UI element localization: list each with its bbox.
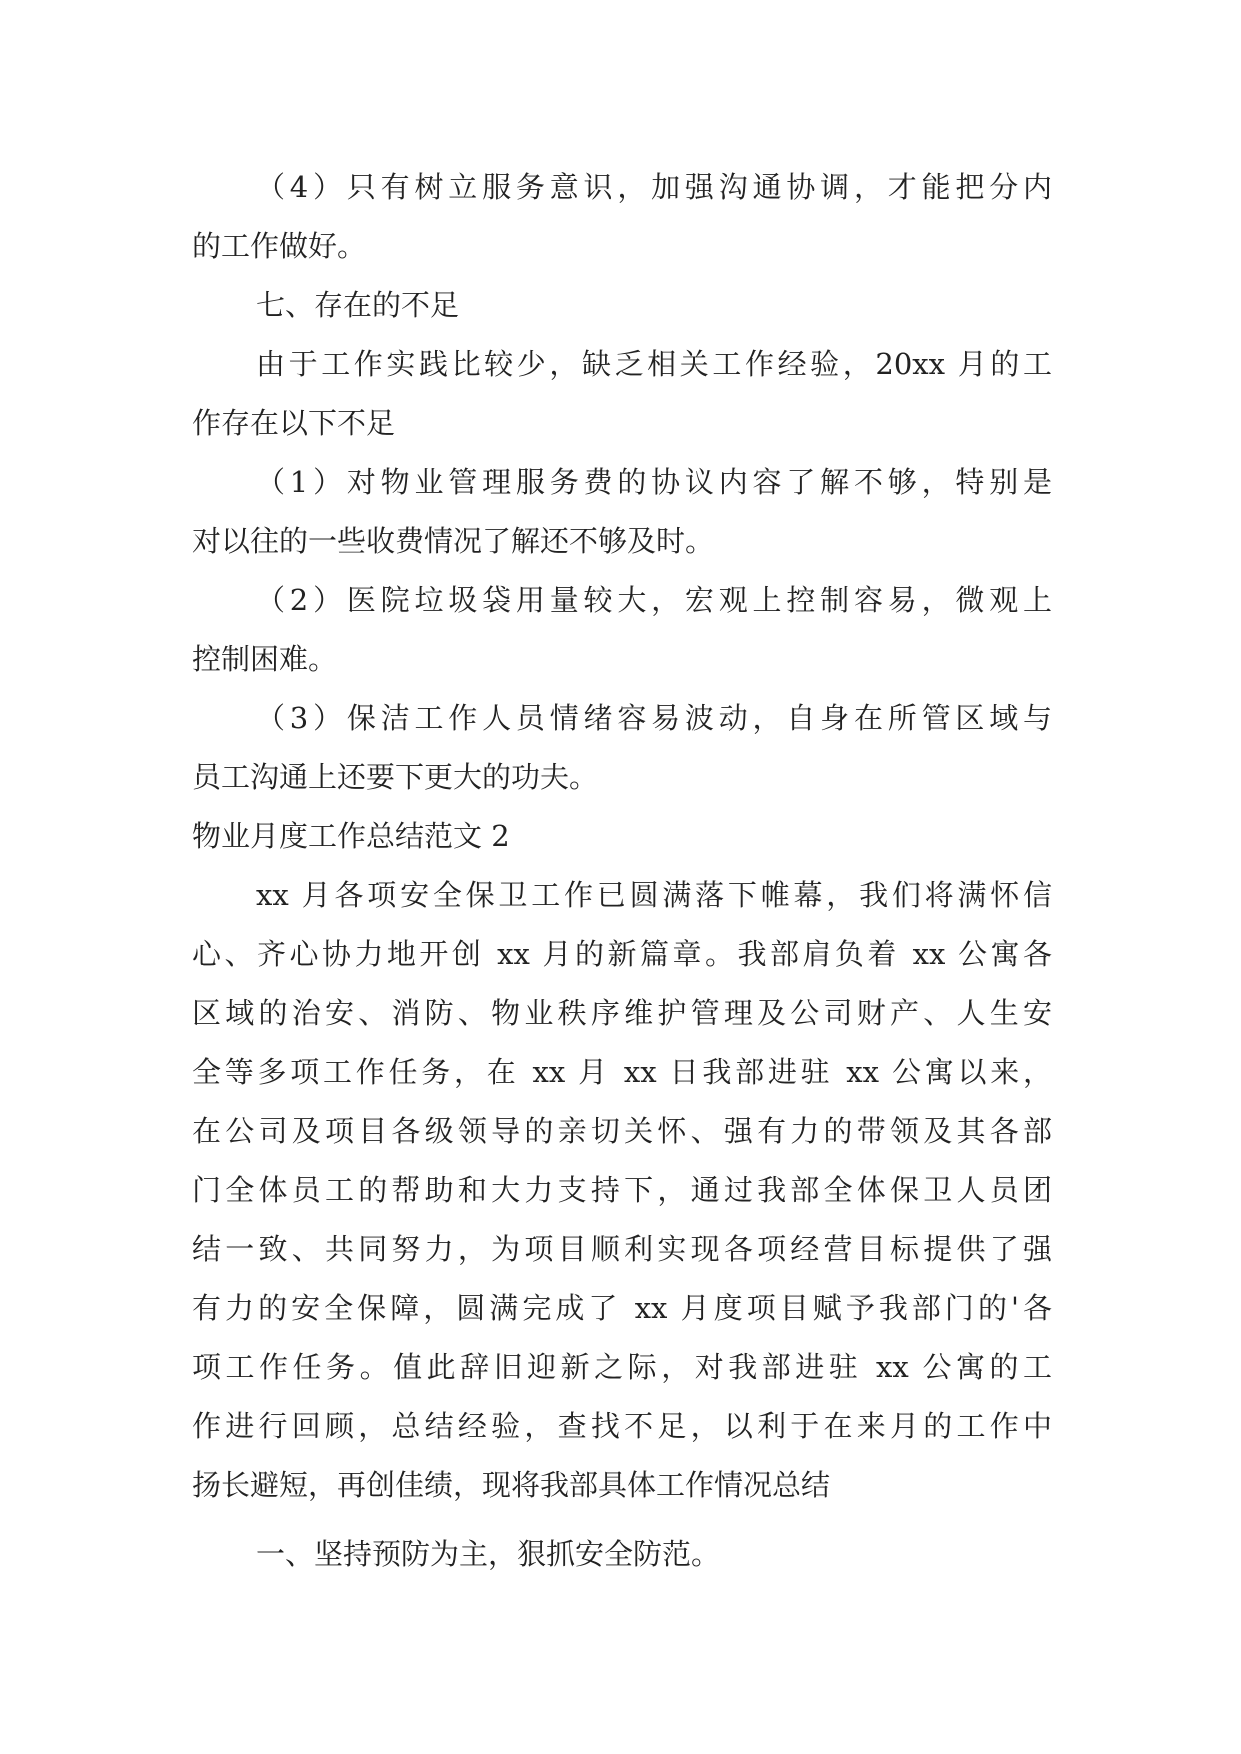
paragraph-line: 结一致、共同努力，为项目顺利实现各项经营目标提供了强 xyxy=(192,1232,1052,1266)
paragraph-line: 控制困难。 xyxy=(192,642,338,676)
section-heading: 七、存在的不足 xyxy=(256,288,460,322)
paragraph-line: 对以往的一些收费情况了解还不够及时。 xyxy=(192,524,715,558)
paragraph-line: 项工作任务。值此辞旧迎新之际，对我部进驻 xx 公寓的工 xyxy=(192,1350,1052,1384)
paragraph-line: 在公司及项目各级领导的亲切关怀、强有力的带领及其各部 xyxy=(192,1114,1052,1148)
paragraph-line: （1）对物业管理服务费的协议内容了解不够，特别是 xyxy=(256,465,1052,499)
document-title: 物业月度工作总结范文 2 xyxy=(192,819,510,853)
section-heading: 一、坚持预防为主，狠抓安全防范。 xyxy=(256,1537,721,1571)
paragraph-line: 有力的安全保障，圆满完成了 xx 月度项目赋予我部门的'各 xyxy=(192,1291,1052,1325)
paragraph-line: 区域的治安、消防、物业秩序维护管理及公司财产、人生安 xyxy=(192,996,1052,1030)
paragraph-line: 由于工作实践比较少，缺乏相关工作经验，20xx 月的工 xyxy=(256,347,1052,381)
paragraph-line: 门全体员工的帮助和大力支持下，通过我部全体保卫人员团 xyxy=(192,1173,1052,1207)
paragraph-line: 员工沟通上还要下更大的功夫。 xyxy=(192,760,599,794)
paragraph-line: 作存在以下不足 xyxy=(192,406,396,440)
paragraph-line: xx 月各项安全保卫工作已圆满落下帷幕，我们将满怀信 xyxy=(256,878,1052,912)
paragraph-line: 作进行回顾，总结经验，查找不足，以利于在来月的工作中 xyxy=(192,1409,1052,1443)
paragraph-line: （4）只有树立服务意识，加强沟通协调，才能把分内 xyxy=(256,170,1052,204)
paragraph-line: （3）保洁工作人员情绪容易波动，自身在所管区域与 xyxy=(256,701,1052,735)
paragraph-line: 全等多项工作任务，在 xx 月 xx 日我部进驻 xx 公寓以来， xyxy=(192,1055,1052,1089)
document-page xyxy=(192,158,1052,1584)
paragraph-line: （2）医院垃圾袋用量较大，宏观上控制容易，微观上 xyxy=(256,583,1052,617)
paragraph-line: 扬长避短，再创佳绩，现将我部具体工作情况总结 xyxy=(192,1468,831,1502)
paragraph-line: 的工作做好。 xyxy=(192,229,367,263)
paragraph-line: 心、齐心协力地开创 xx 月的新篇章。我部肩负着 xx 公寓各 xyxy=(192,937,1052,971)
